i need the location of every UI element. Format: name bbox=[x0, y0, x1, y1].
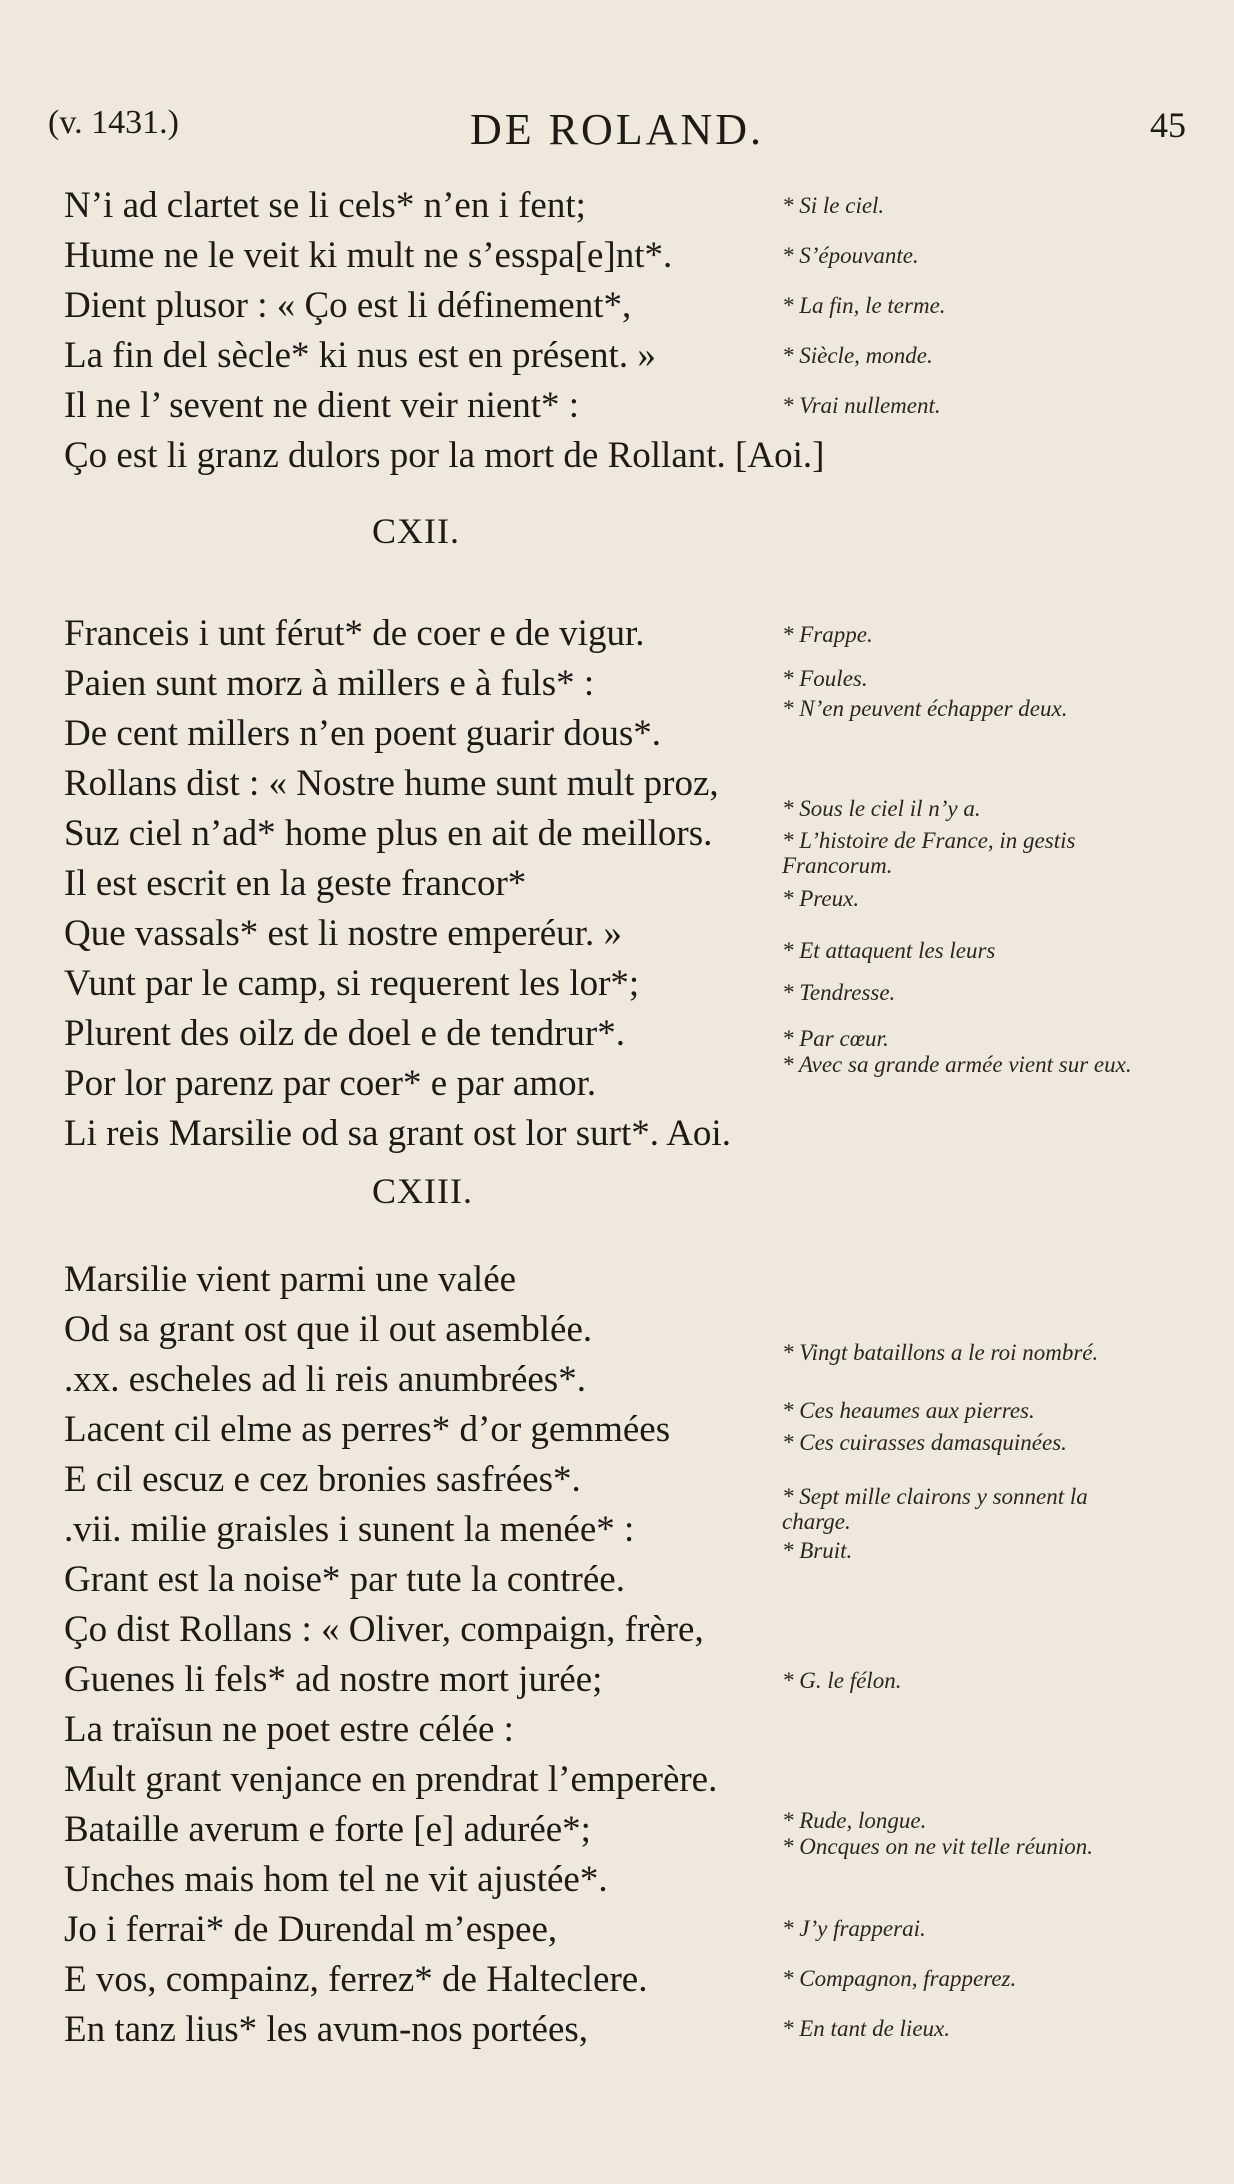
verse-line: Que vassals* est li nostre emperéur. » bbox=[64, 913, 622, 954]
verse-line: Li reis Marsilie od sa grant ost lor surt*. Aoi. bbox=[64, 1113, 731, 1154]
verse-line: Jo i ferrai* de Durendal m’espee, bbox=[64, 1909, 558, 1950]
verse-line: Marsilie vient parmi une valée bbox=[64, 1259, 517, 1300]
page-number: 45 bbox=[1150, 105, 1186, 145]
gloss-note: * J’y frapperai. bbox=[782, 1916, 926, 1941]
verse-line: Unches mais hom tel ne vit ajustée*. bbox=[64, 1859, 608, 1900]
gloss-note: * N’en peuvent échapper deux. bbox=[782, 696, 1068, 721]
verse-line: Grant est la noise* par tute la contrée. bbox=[64, 1559, 625, 1600]
gloss-note: * Si le ciel. bbox=[782, 193, 885, 218]
verse-line: En tanz lius* les avum-nos portées, bbox=[64, 2009, 589, 2050]
running-title: DE ROLAND. bbox=[470, 105, 764, 154]
verse-line: E vos, compainz, ferrez* de Halteclere. bbox=[64, 1959, 648, 2000]
verse-line: Ço est li granz dulors por la mort de Rollant. [Aoi.] bbox=[64, 435, 825, 476]
gloss-note: * Ces cuirasses damasquinées. bbox=[782, 1430, 1067, 1455]
verse-line: Franceis i unt férut* de coer e de vigur. bbox=[64, 613, 645, 654]
gloss-note: * Bruit. bbox=[782, 1538, 853, 1563]
verse-line: E cil escuz e cez bronies sasfrées*. bbox=[64, 1459, 581, 1500]
verse-line: La traïsun ne poet estre célée : bbox=[64, 1709, 514, 1750]
gloss-note: * Oncques on ne vit telle réunion. bbox=[782, 1834, 1094, 1859]
gloss-note: * Avec sa grande armée vient sur eux. bbox=[782, 1052, 1132, 1077]
verse-reference: (v. 1431.) bbox=[48, 104, 179, 141]
gloss-note: * L’histoire de France, in gestis Francorum. bbox=[782, 828, 1076, 878]
gloss-note: * La fin, le terme. bbox=[782, 293, 946, 318]
gloss-note: * Tendresse. bbox=[782, 980, 896, 1005]
gloss-note: * Sept mille clairons y sonnent la charge. bbox=[782, 1484, 1088, 1534]
verse-line: Guenes li fels* ad nostre mort jurée; bbox=[64, 1659, 603, 1700]
verse-line: De cent millers n’en poent guarir dous*. bbox=[64, 713, 661, 754]
gloss-note: * G. le félon. bbox=[782, 1668, 902, 1693]
gloss-note: * S’épouvante. bbox=[782, 243, 919, 268]
verse-line: .xx. escheles ad li reis anumbrées*. bbox=[64, 1359, 586, 1400]
verse-line: Lacent cil elme as perres* d’or gemmées bbox=[64, 1409, 671, 1450]
verse-line: Mult grant venjance en prendrat l’emperère. bbox=[64, 1759, 718, 1800]
verse-line: Por lor parenz par coer* e par amor. bbox=[64, 1063, 597, 1104]
gloss-note: * En tant de lieux. bbox=[782, 2016, 950, 2041]
verse-line: La fin del sècle* ki nus est en présent. » bbox=[64, 335, 656, 376]
page-header bbox=[48, 104, 1186, 154]
gloss-note: * Siècle, monde. bbox=[782, 343, 933, 368]
gloss-note: * Foules. bbox=[782, 666, 868, 691]
gloss-note: * Par cœur. bbox=[782, 1026, 889, 1051]
verse-line: Il est escrit en la geste francor* bbox=[64, 863, 527, 904]
gloss-note: * Sous le ciel il n’y a. bbox=[782, 796, 981, 821]
section-heading: CXIII. bbox=[372, 1171, 473, 1211]
verse-line: Rollans dist : « Nostre hume sunt mult proz, bbox=[64, 763, 719, 804]
verse-line: Dient plusor : « Ço est li définement*, bbox=[64, 285, 632, 326]
verse-line: Plurent des oilz de doel e de tendrur*. bbox=[64, 1013, 625, 1054]
gloss-note: * Preux. bbox=[782, 886, 860, 911]
gloss-note: * Compagnon, frapperez. bbox=[782, 1966, 1017, 1991]
verse-line: .vii. milie graisles i sunent la menée* : bbox=[64, 1509, 635, 1550]
gloss-note: * Vingt bataillons a le roi nombré. bbox=[782, 1340, 1099, 1365]
gloss-note: * Vrai nullement. bbox=[782, 393, 941, 418]
gloss-note: * Ces heaumes aux pierres. bbox=[782, 1398, 1035, 1423]
verse-line: Hume ne le veit ki mult ne s’esspa[e]nt*. bbox=[64, 235, 673, 276]
verse-line: Vunt par le camp, si requerent les lor*; bbox=[64, 963, 640, 1004]
gloss-note: * Rude, longue. bbox=[782, 1808, 927, 1833]
verse-line: Il ne l’ sevent ne dient veir nient* : bbox=[64, 385, 580, 426]
verse-line: Suz ciel n’ad* home plus en ait de meillors. bbox=[64, 813, 713, 854]
verse-line: N’i ad clartet se li cels* n’en i fent; bbox=[64, 185, 586, 226]
verse-line: Bataille averum e forte [e] adurée*; bbox=[64, 1809, 591, 1850]
verse-line: Paien sunt morz à millers e à fuls* : bbox=[64, 663, 595, 704]
verse-line: Ço dist Rollans : « Oliver, compaign, frère, bbox=[64, 1609, 704, 1650]
section-heading: CXII. bbox=[372, 511, 460, 551]
gloss-note: * Et attaquent les leurs bbox=[782, 938, 996, 963]
verse-line: Od sa grant ost que il out asemblée. bbox=[64, 1309, 593, 1350]
gloss-note: * Frappe. bbox=[782, 622, 873, 647]
